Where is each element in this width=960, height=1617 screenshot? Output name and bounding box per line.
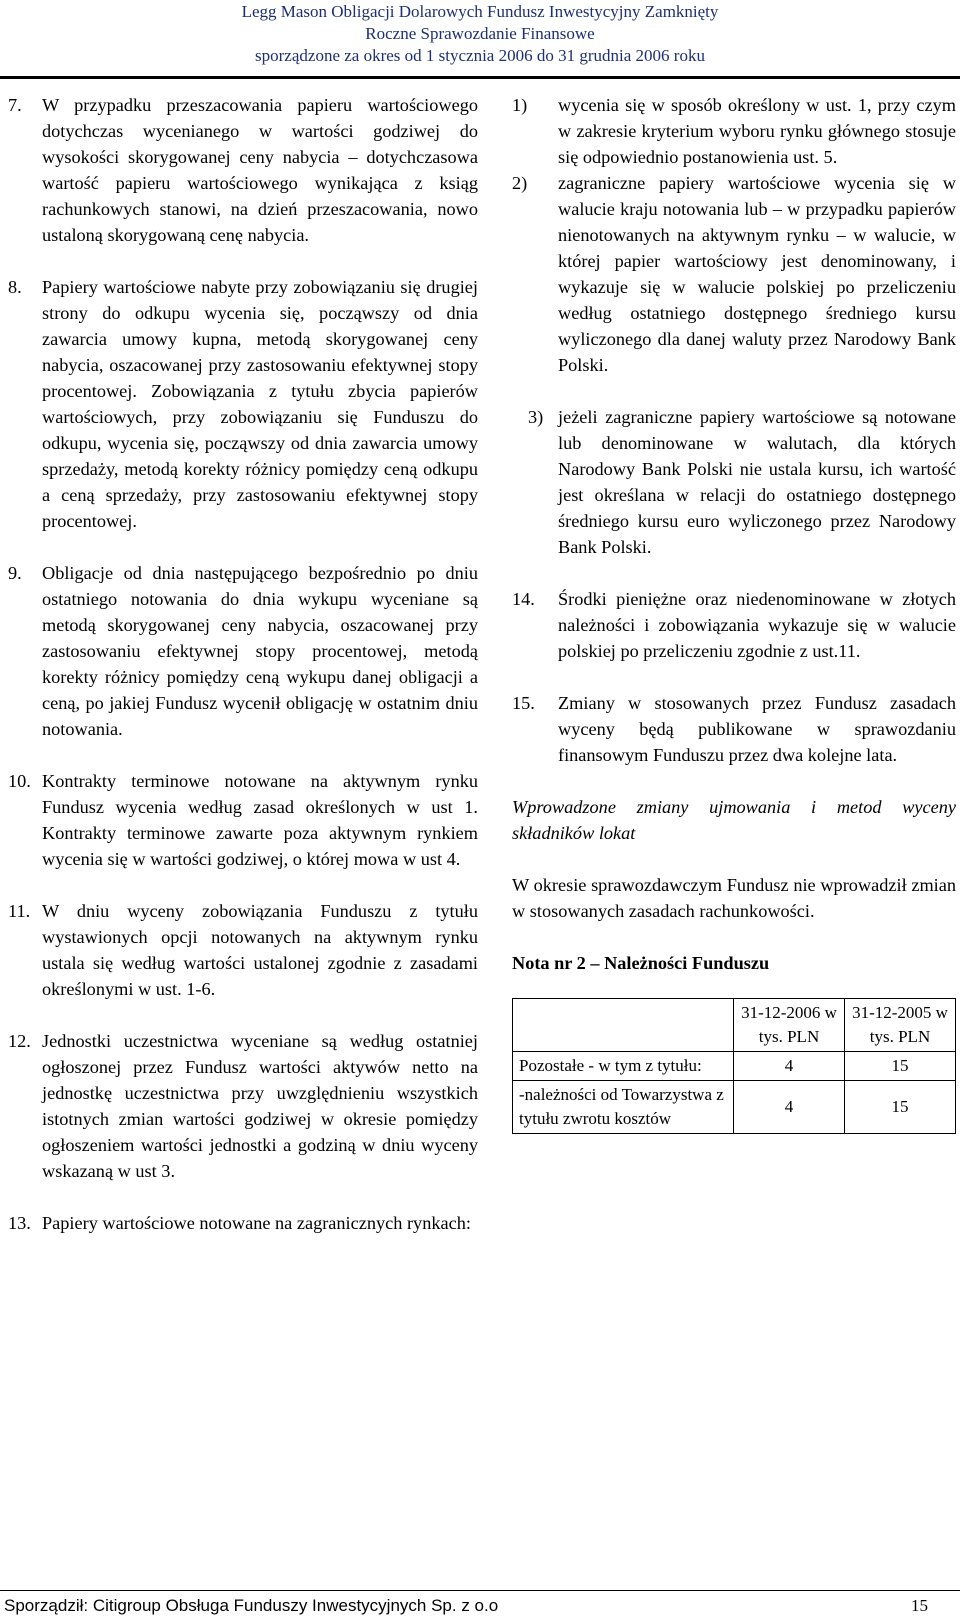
item-number: 8. [8,277,22,297]
sub-item-text: zagraniczne papiery wartościowe wycenia się w walucie kraju notowania lub – w przypadku papierów nienotowanych na aktywnym rynku – w walucie, w której papier wartościowy jest denominowany, i wykazuje się w walucie polskiej po przeliczeniu według ostatniego dostępnego średniego kursu wyliczonego dla danej waluty przez Narodowy Bank Polski. [558,173,956,375]
changes-paragraph: W okresie sprawozdawczym Fundusz nie wprowadził zmian w stosowanych zasadach rachunkowości. [512,875,956,921]
row-label: Pozostałe - w tym z tytułu: [513,1052,734,1081]
table-row [513,1052,956,1081]
item-number: 7. [8,95,22,115]
header-report-title: Roczne Sprawozdanie Finansowe [365,24,595,43]
item-number: 13. [8,1213,31,1233]
changes-heading: Wprowadzone zmiany ujmowania i metod wyceny składników lokat [512,797,956,843]
table-header-empty [513,999,734,1052]
list-item-12 [8,1028,478,1184]
sub-item-3 [512,404,956,560]
row-label: -należności od Towarzystwa z tytułu zwrotu kosztów [513,1081,734,1134]
list-item-8 [8,274,478,534]
item-number: 12. [8,1031,31,1051]
item-number: 11. [8,901,31,921]
sub-item-number: 2) [512,173,528,193]
item-number: 10. [8,771,31,791]
item-text: W dniu wyceny zobowiązania Funduszu z tytułu wystawionych opcji notowanych na aktywnym rynku ustala się według wartości ustalonej zgodnie z zasadami określonymi w ust. 1-6. [42,901,478,999]
table-header-row [513,999,956,1052]
sub-item-2 [512,170,956,378]
row-value-2006: 4 [734,1081,845,1134]
item-number: 14. [512,589,535,609]
item-number: 9. [8,563,22,583]
left-column [8,92,478,1236]
note-heading: Nota nr 2 – Należności Funduszu [512,953,770,973]
item-text: Zmiany w stosowanych przez Fundusz zasadach wyceny będą publikowane w sprawozdaniu finansowym Funduszu przez dwa kolejne lata. [558,693,956,765]
table-header-2006: 31-12-2006 w tys. PLN [734,999,845,1052]
item-text: Jednostki uczestnictwa wyceniane są według ostatniej ogłoszonej przez Fundusz wartości aktywów netto na jednostkę uczestnictwa przy uwzględnieniu wszystkich istotnych zmian wartości godziwej w okresie pomiędzy ogłoszeniem wartości jednostki a godziną w dniu wyceny wskazaną w ust 3. [42,1031,478,1181]
list-item-7 [8,92,478,248]
page-number: 15 [911,1596,928,1615]
sub-item-number: 1) [512,95,528,115]
footer-prepared-by: Sporządził: Citigroup Obsługa Funduszy Inwestycyjnych Sp. z o.o [4,1596,499,1615]
table-row [513,1081,956,1134]
item-number: 15. [512,693,535,713]
item-text: Obligacje od dnia następującego bezpośrednio po dniu ostatniego notowania do dnia wykupu wyceniane są metodą skorygowanej ceny nabycia, oszacowanej przy zastosowaniu efektywnej stopy procentowej, metodą korekty różnicy pomiędzy ceną wykupu danej obligacji a ceną, po jakiej Fundusz wycenił obligację w ostatnim dniu notowania. [42,563,478,739]
header-fund-name: Legg Mason Obligacji Dolarowych Fundusz Inwestycyjny Zamknięty [241,2,719,21]
header-divider [0,76,960,79]
document-header [0,0,960,70]
row-value-2005: 15 [845,1081,956,1134]
row-value-2005: 15 [845,1052,956,1081]
footer-divider [0,1590,960,1591]
item-text: Papiery wartościowe nabyte przy zobowiązaniu się drugiej strony do odkupu wycenia się, począwszy od dnia zawarcia umowy kupna, metodą skorygowanej ceny nabycia, oszacowanej przy zastosowaniu efektywnej stopy procentowej. Zobowiązania z tytułu zbycia papierów wartościowych, przy zobowiązaniu się Funduszu do odkupu, wycenia się, począwszy od dnia zawarcia umowy sprzedaży, metodą korekty różnicy pomiędzy ceną odkupu a ceną sprzedaży, przy zastosowaniu efektywnej stopy procentowej. [42,277,478,531]
list-item-10 [8,768,478,872]
list-item-15 [512,690,956,768]
item-text: W przypadku przeszacowania papieru wartościowego dotychczas wycenianego w wartości godziwej do wysokości skorygowanej ceny nabycia – dotychczasowa wartość papieru wartościowego wynikająca z ksiąg rachunkowych stanowi, na dzień przeszacowania, nowo ustaloną skorygowaną cenę nabycia. [42,95,478,245]
list-item-9 [8,560,478,742]
list-item-11 [8,898,478,1002]
item-text: Środki pieniężne oraz niedenominowane w złotych należności i zobowiązania wykazuje się w walucie polskiej po przeliczeniu zgodnie z ust.11. [558,589,956,661]
sub-item-text: wycenia się w sposób określony w ust. 1, przy czym w zakresie kryterium wyboru rynku głównego stosuje się odpowiednio postanowienia ust. 5. [558,95,956,167]
item-text: Kontrakty terminowe notowane na aktywnym rynku Fundusz wycenia według zasad określonych w ust 1. Kontrakty terminowe zawarte poza aktywnym rynkiem wycenia się w wartości godziwej, o której mowa w ust 4. [42,771,478,869]
sub-item-text: jeżeli zagraniczne papiery wartościowe są notowane lub denominowane w walutach, dla których Narodowy Bank Polski nie ustala kursu, ich wartość jest określana w relacji do ostatniego dostępnego średniego kursu euro wyliczonego przez Narodowy Bank Polski. [558,407,956,557]
sub-item-number: 3) [528,407,544,427]
right-column [512,92,956,1134]
list-item-13 [8,1210,478,1236]
receivables-table [512,998,956,1134]
header-period: sporządzone za okres od 1 stycznia 2006 do 31 grudnia 2006 roku [255,46,705,65]
item-text: Papiery wartościowe notowane na zagranicznych rynkach: [42,1213,471,1233]
sub-item-1 [512,92,956,170]
table-header-2005: 31-12-2005 w tys. PLN [845,999,956,1052]
row-value-2006: 4 [734,1052,845,1081]
list-item-14 [512,586,956,664]
